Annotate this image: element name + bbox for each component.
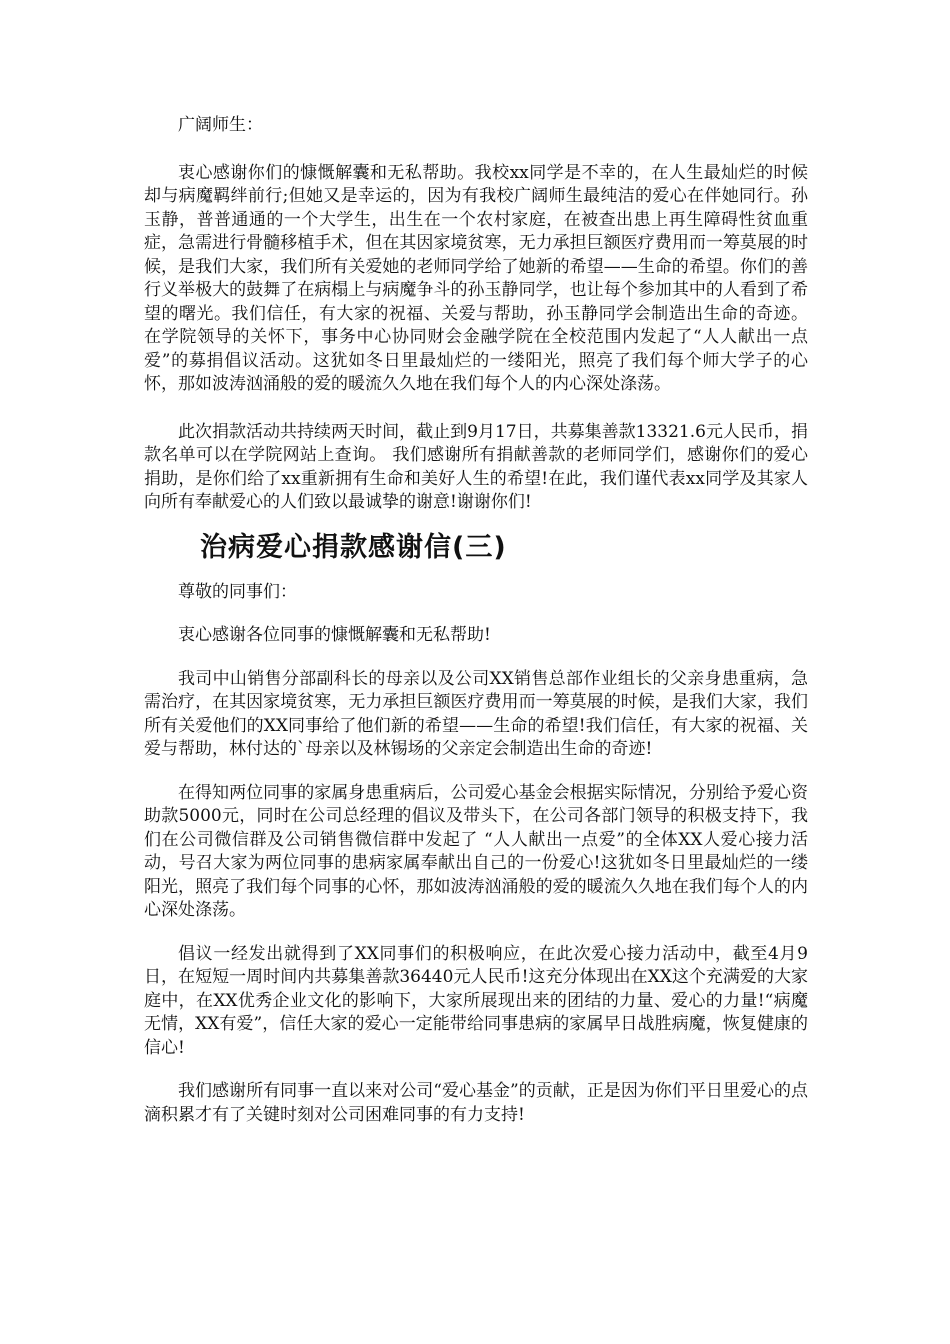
body-paragraph: 此次捐款活动共持续两天时间，截止到9月17日，共募集善款13321.6元人民币，捐款名单可以在学院网站上查询。 我们感谢所有捐献善款的老师同学们，感谢你们的爱心捐助，是你们给了xx重新拥有生命和美好人生的希望!在此，我们谨代表xx同学及其家人向所有奉献爱心的人们致以最诚挚的谢意!谢谢你们! [144,421,808,512]
salutation-teachers: 广阔师生： [178,115,263,135]
document-page [144,114,808,1127]
body-paragraph: 我们感谢所有同事一直以来对公司“爱心基金”的贡献，正是因为你们平日里爱心的点滴积累才有了关键时刻对公司困难同事的有力支持! [144,1081,808,1125]
letter-title: 治病爱心捐款感谢信(三) [200,531,507,563]
body-paragraph: 倡议一经发出就得到了XX同事们的积极响应，在此次爱心接力活动中，截至4月9日，在短短一周时间内共募集善款36440元人民币!这充分体现出在XX这个充满爱的大家庭中，在XX优秀企业文化的影响下，大家所展现出来的团结的力量、爱心的力量!“病魔无情，XX有爱”，信任大家的爱心一定能带给同事患病的家属早日战胜病魔，恢复健康的信心! [144,943,808,1058]
body-paragraph: 我司中山销售分部副科长的母亲以及公司XX销售总部作业组长的父亲身患重病，急需治疗，在其因家境贫寒，无力承担巨额医疗费用而一筹莫展的时候，是我们大家，我们所有关爱他们的XX同事给了他们新的希望——生命的希望!我们信任，有大家的祝福、关爱与帮助，林付达的`母亲以及林锡场的父亲定会制造出生命的奇迹! [144,668,808,759]
body-paragraph: 衷心感谢各位同事的慷慨解囊和无私帮助! [178,625,491,645]
body-paragraph: 衷心感谢你们的慷慨解囊和无私帮助。我校xx同学是不幸的，在人生最灿烂的时候却与病魔羁绊前行;但她又是幸运的，因为有我校广阔师生最纯洁的爱心在伴她同行。孙玉静，普普通通的一个大学生，出生在一个农村家庭，在被查出患上再生障碍性贫血重症，急需进行骨髓移植手术，但在其因家境贫寒，无力承担巨额医疗费用而一筹莫展的时候，是我们大家，我们所有关爱她的老师同学给了她新的希望——生命的希望。你们的善行义举极大的鼓舞了在病榻上与病魔争斗的孙玉静同学，也让每个参加其中的人看到了希望的曙光。我们信任，有大家的祝福、关爱与帮助，孙玉静同学会制造出生命的奇迹。 在学院领导的关怀下，事务中心协同财会金融学院在全校范围内发起了“人人献出一点爱”的募捐倡议活动。这犹如冬日里最灿烂的一缕阳光，照亮了我们每个师大学子的心怀，那如波涛汹涌般的爱的暖流久久地在我们每个人的内心深处涤荡。 [144,162,808,394]
body-paragraph: 在得知两位同事的家属身患重病后，公司爱心基金会根据实际情况，分别给予爱心资助款5000元，同时在公司总经理的倡议及带头下，在公司各部门领导的积极支持下，我们在公司微信群及公司销售微信群中发起了 “人人献出一点爱”的全体XX人爱心接力活动，号召大家为两位同事的患病家属奉献出自己的一份爱心!这犹如冬日里最灿烂的一缕阳光，照亮了我们每个同事的心怀，那如波涛汹涌般的爱的暖流久久地在我们每个人的内心深处涤荡。 [144,782,808,920]
salutation-colleagues: 尊敬的同事们： [178,581,297,602]
